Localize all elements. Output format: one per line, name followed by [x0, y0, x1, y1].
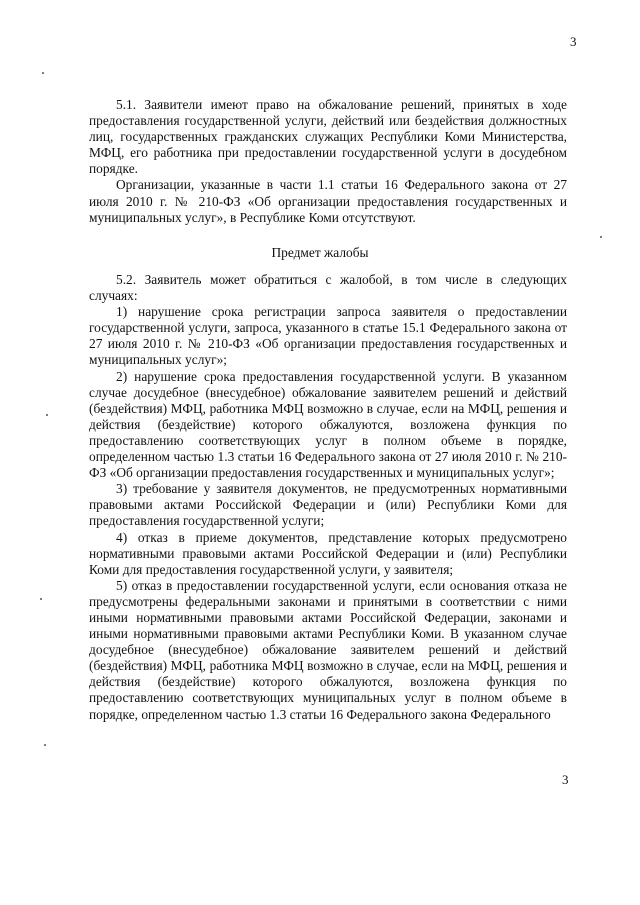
section-5-1 — [89, 97, 567, 226]
page-number-bottom: 3 — [562, 772, 569, 787]
paragraph-5-1-organizations: Организации, указанные в части 1.1 статьи 16 Федерального закона от 27 июля 2010 г. № 210-ФЗ «Об организации предоставления государственных и муниципальных услуг», в Республике Коми отсутствуют. — [89, 177, 567, 225]
section-5-2 — [89, 272, 567, 723]
paragraph-5-1-rights: 5.1. Заявители имеют право на обжалование решений, принятых в ходе предоставления государственной услуги, действий или бездействия должностных лиц, государственных гражданских служащих Республики Коми Министерства, МФЦ, его работника при предоставлении государственной услуги в досудебном порядке. — [89, 97, 567, 177]
scan-speck — [44, 744, 46, 746]
list-item-3: 3) требование у заявителя документов, не предусмотренных нормативными правовыми актами Российской Федерации и (или) Республики Коми для предоставления государственной услуги; — [89, 481, 567, 529]
list-item-4: 4) отказ в приеме документов, представление которых предусмотрено нормативными правовыми актами Российской Федерации и (или) Республики Коми для предоставления государственной услуги, у заявителя; — [89, 529, 567, 577]
scan-speck — [600, 236, 602, 238]
list-item-5: 5) отказ в предоставлении государственной услуги, если основания отказа не предусмотрены федеральными законами и принятыми в соответствии с ними иными нормативными правовыми актами Российской Федерации, законами и иными нормативными правовыми актами Республики Коми. В указанном случае досудебное (внесудебное) обжалование заявителем решений и действий (бездействия) МФЦ, работника МФЦ возможно в случае, если на МФЦ, решения и действия (бездействие) которого обжалуются, возложена функция по предоставлению соответствующих муниципальных услуг в полном объеме в порядке, определенном частью 1.3 статьи 16 Федерального закона Федерального — [89, 577, 567, 722]
paragraph-5-2-intro: 5.2. Заявитель может обратиться с жалобой, в том числе в следующих случаях: — [89, 272, 567, 304]
list-item-1: 1) нарушение срока регистрации запроса заявителя о предоставлении государственной услуги, запроса, указанного в статье 15.1 Федерального закона от 27 июля 2010 г. № 210-ФЗ «Об организации предоставления государственных и муниципальных услуг»; — [89, 304, 567, 368]
scan-speck — [42, 72, 44, 74]
scan-speck — [46, 414, 48, 416]
list-item-2: 2) нарушение срока предоставления государственной услуги. В указанном случае досудебное (внесудебное) обжалование заявителем решений и действий (бездействия) МФЦ, работника МФЦ возможно в случае, если на МФЦ, решения и действия (бездействие) которого обжалуются, возложена функция по предоставлению соответствующих услуг в полном объеме в порядке, определенном частью 1.3 статьи 16 Федерального закона от 27 июля 2010 г. № 210-ФЗ «Об организации предоставления государственных и муниципальных услуг»; — [89, 368, 567, 481]
page-number-top: 3 — [570, 34, 577, 49]
section-heading: Предмет жалобы — [271, 245, 369, 260]
scan-speck — [40, 598, 42, 600]
